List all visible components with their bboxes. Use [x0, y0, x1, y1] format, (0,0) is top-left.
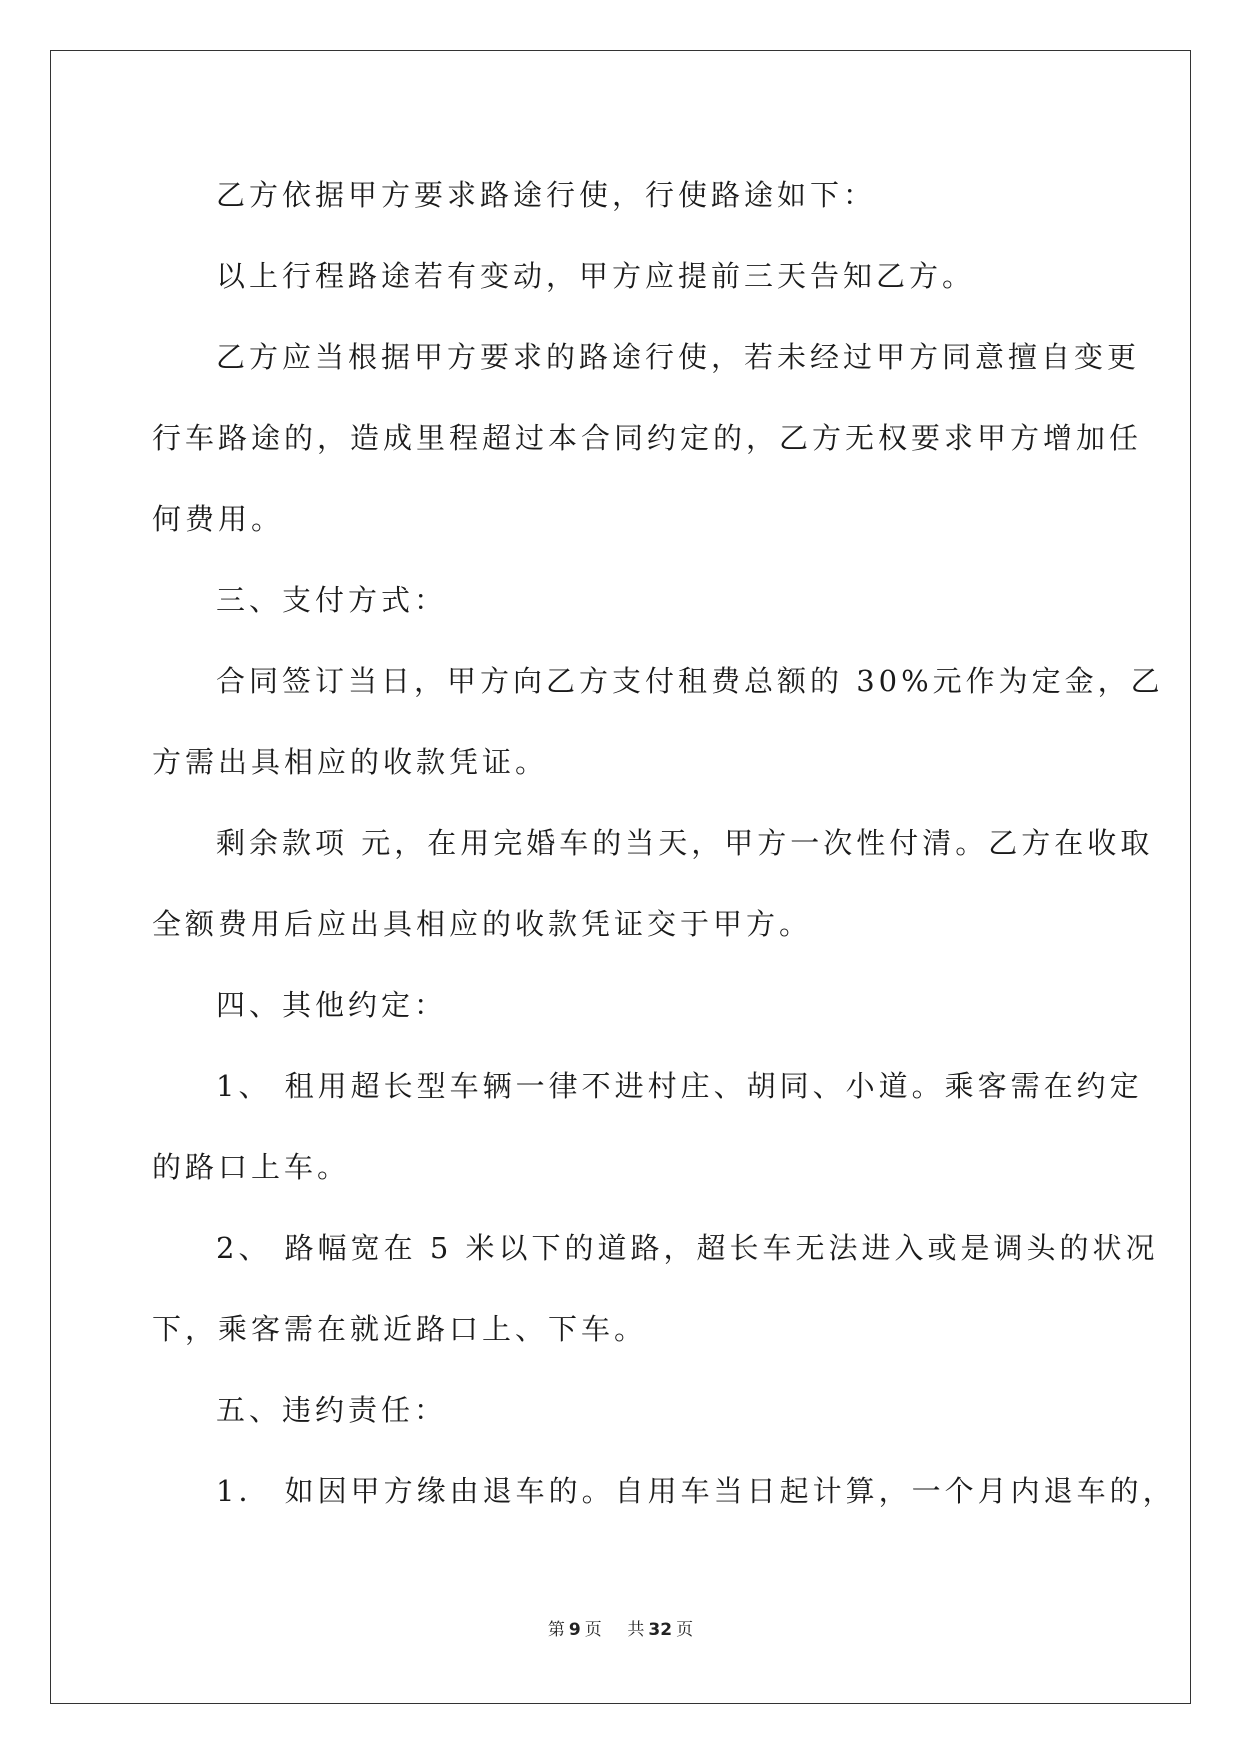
paragraph-line: 下，乘客需在就近路口上、下车。	[152, 1312, 648, 1346]
current-page-number: 9	[568, 1620, 581, 1640]
paragraph-line: 方需出具相应的收款凭证。	[152, 745, 549, 779]
total-page-count: 32	[648, 1620, 673, 1640]
paragraph-line: 以上行程路途若有变动，甲方应提前三天告知乙方。	[216, 259, 976, 293]
footer-prefix: 第	[547, 1620, 565, 1640]
paragraph-line: 全额费用后应出具相应的收款凭证交于甲方。	[152, 907, 813, 941]
paragraph-line: 1． 如因甲方缘由退车的。自用车当日起计算，一个月内退车的，	[216, 1474, 1176, 1508]
footer-total-suffix: 页	[676, 1620, 694, 1640]
paragraph-line: 2、 路幅宽在 5 米以下的道路，超长车无法进入或是调头的状况	[216, 1231, 1159, 1265]
paragraph-line: 何费用。	[152, 502, 285, 536]
paragraph-line: 的路口上车。	[152, 1150, 351, 1184]
paragraph-line: 行车路途的，造成里程超过本合同约定的，乙方无权要求甲方增加任	[152, 421, 1143, 455]
footer-total-prefix: 共	[627, 1620, 645, 1640]
paragraph-line: 乙方依据甲方要求路途行使，行使路途如下：	[216, 178, 877, 212]
paragraph-line: 合同签订当日，甲方向乙方支付租费总额的 30%元作为定金，乙	[216, 664, 1164, 698]
page-border	[50, 50, 1191, 1704]
section-heading: 五、违约责任：	[216, 1393, 448, 1427]
footer-page-suffix: 页	[584, 1620, 602, 1640]
paragraph-line: 乙方应当根据甲方要求的路途行使，若未经过甲方同意擅自变更	[216, 340, 1141, 374]
section-heading: 四、其他约定：	[216, 988, 448, 1022]
paragraph-line: 1、 租用超长型车辆一律不进村庄、胡同、小道。乘客需在约定	[216, 1069, 1143, 1103]
page-footer	[0, 1615, 1241, 1640]
section-heading: 三、支付方式：	[216, 583, 448, 617]
paragraph-line: 剩余款项 元，在用完婚车的当天，甲方一次性付清。乙方在收取	[216, 826, 1154, 860]
